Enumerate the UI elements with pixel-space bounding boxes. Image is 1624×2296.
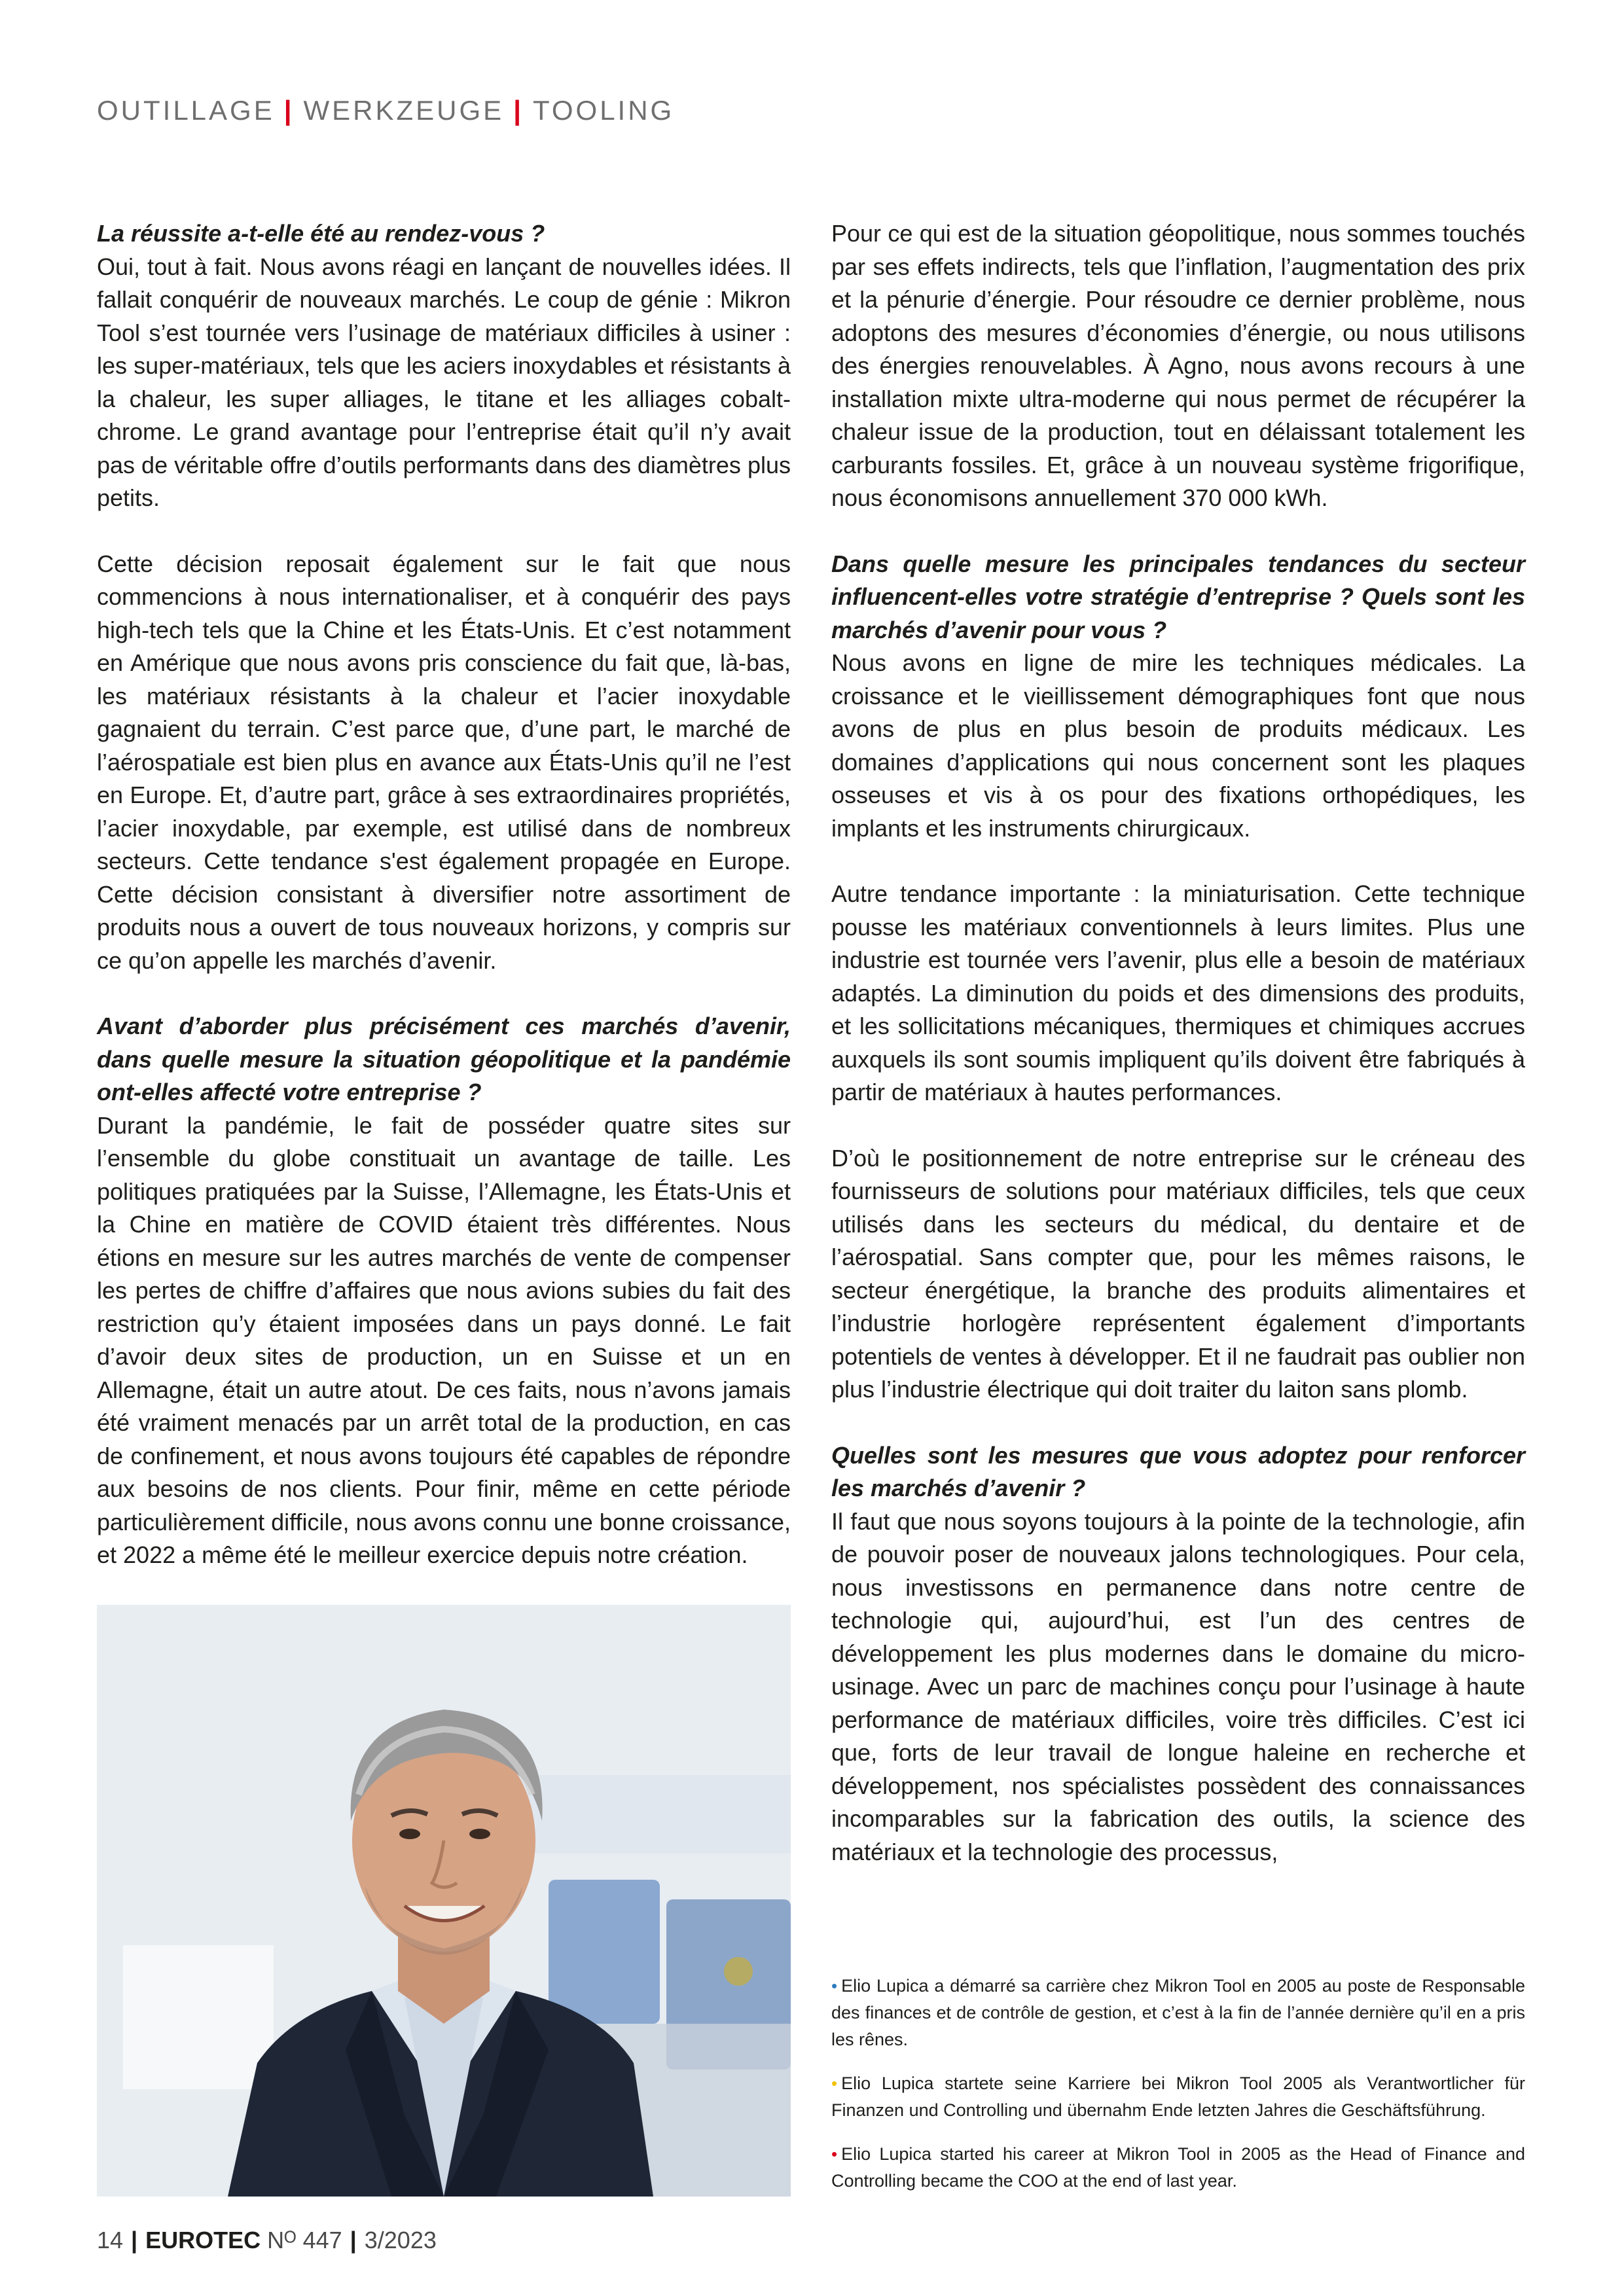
page-footer <box>97 2227 437 2254</box>
bullet-yellow-icon: • <box>831 2073 838 2093</box>
issue-date: 3/2023 <box>364 2227 437 2253</box>
left-column <box>97 217 791 1605</box>
magazine-name: EUROTEC <box>145 2227 261 2253</box>
question-geopolitics: Avant d’aborder plus précisément ces marchés d’avenir, dans quelle mesure la situation géopolitique et la pandémie ont-elles affecté votre entreprise ? <box>97 1013 791 1105</box>
body-paragraph: Pour ce qui est de la situation géopolitique, nous sommes touchés par ses effets indirects, tels que l’inflation, l’augmentation des prix et la pénurie d’énergie. Pour résoudre ce dernier problème, nous adoptons des mesures d’économies d’énergie, ou nous utilisons des énergies renouvelables. À Agno, nous avons recours à une installation mixte ultra-moderne qui nous permet de récupérer la chaleur issue de la production, tout en délaissant totalement les carburants fossiles. Et, grâce à un nouveau système frigorifique, nous économisons annuellement 370 000 kWh. <box>831 220 1525 511</box>
answer-paragraph: Durant la pandémie, le fait de posséder quatre sites sur l’ensemble du globe constituait un avantage de taille. Les politiques pratiquées par la Suisse, l’Allemagne, les États-Unis et la Chine en matière de COVID étaient très différentes. Nous étions en mesure sur les autres marchés de vente de compenser les pertes de chiffre d’affaires que nous avions subies du fait des restriction qu’y étaient imposées dans un pays donné. Le fait d’avoir deux sites de production, un en Suisse et un en Allemagne, était un autre atout. De ces faits, nous n’avons jamais été vraiment menacés par un arrêt total de la production, en cas de confinement, et nous avons toujours été capables de répondre aux besoins de nos clients. Pour finir, même en cette période particulièrement difficile, nous avons connu une bonne croissance, et 2022 a même été le meilleur exercice depuis notre création. <box>97 1111 791 1568</box>
section-header <box>97 95 674 126</box>
bullet-blue-icon: • <box>831 1976 838 1996</box>
bullet-red-icon: • <box>831 2144 838 2164</box>
caption-de <box>831 2070 1525 2124</box>
answer-paragraph: Il faut que nous soyons toujours à la pointe de la technologie, afin de pouvoir poser de nouveaux jalons technologiques. Pour cela, nous investissons en permanence dans notre centre de technologie qui, aujourd’hui, est l’un des centres de développement les plus modernes dans le domaine du micro-usinage. Avec un parc de machines conçu pour l’usinage à haute performance de matériaux difficiles, voire très difficiles. C’est ici que, forts de leur travail de longue haleine en recherche et développement, nos spécialistes possèdent des connaissances incomparables sur la fabrication des outils, la science des matériaux et la technologie des processus, <box>831 1507 1525 1865</box>
body-paragraph: D’où le positionnement de notre entreprise sur le créneau des fournisseurs de solutions pour matériaux difficiles, tels que ceux utilisés dans les secteurs du médical, du dentaire et de l’aérospatial. Sans compter que, pour les mêmes raisons, le secteur énergétique, la branche des produits alimentaires et l’industrie horlogère représentent également d’importants potentiels de ventes à développer. Et il ne faudrait pas oublier non plus l’industrie électrique qui doit traiter du laiton sans plomb. <box>831 1144 1525 1403</box>
question-measures: Quelles sont les mesures que vous adoptez pour renforcer les marchés d’avenir ? <box>831 1441 1525 1501</box>
question-trends: Dans quelle mesure les principales tendances du secteur influencent-elles votre stratégie d’entreprise ? Quels sont les marchés d’avenir pour vous ? <box>831 550 1525 643</box>
caption-fr-text: Elio Lupica a démarré sa carrière chez Mikron Tool en 2005 au poste de Responsable des finances et de contrôle de gestion, et c’est à la fin de l’année dernière qu’il en a pris les rênes. <box>831 1976 1525 2049</box>
header-segment-fr: OUTILLAGE <box>97 95 275 126</box>
answer-paragraph: Nous avons en ligne de mire les techniques médicales. La croissance et le vieillissement démographiques font que nous avons de plus en plus besoin de produits médicaux. Les domaines d’applications qui nous concernent sont les plaques osseuses et vis à os pour des fixations orthopédiques, les implants et les instruments chirurgicaux. <box>831 649 1525 842</box>
photo-captions <box>831 1973 1525 2212</box>
caption-en-text: Elio Lupica started his career at Mikron Tool in 2005 as the Head of Finance and Controlling became the COO at the end of last year. <box>831 2144 1525 2191</box>
header-segment-de: WERKZEUGE <box>303 95 505 126</box>
issue-prefix: Nᴼ <box>267 2227 297 2253</box>
caption-fr <box>831 1973 1525 2053</box>
caption-de-text: Elio Lupica startete seine Karriere bei Mikron Tool 2005 als Verantwortlicher für Finanzen und Controlling und übernahm Ende letzten Jahres die Geschäftsführung. <box>831 2073 1525 2120</box>
right-column <box>831 217 1525 1901</box>
header-separator: | <box>283 95 295 126</box>
body-paragraph: Autre tendance importante : la miniaturisation. Cette technique pousse les matériaux conventionnels à leurs limites. Plus une industrie est tournée vers l’avenir, plus elle a besoin de matériaux adaptés. La diminution du poids et des dimensions des produits, et les sollicitations mécaniques, thermiques et chimiques accrues auxquels ils sont soumis impliquent qu’ils doivent être fabriqués à partir de matériaux à hautes performances. <box>831 880 1525 1105</box>
footer-separator: | <box>350 2227 357 2253</box>
portrait-photo <box>97 1605 791 2197</box>
header-separator: | <box>513 95 524 126</box>
portrait-illustration <box>97 1605 791 2197</box>
question-success: La réussite a-t-elle été au rendez-vous ? <box>97 220 545 247</box>
header-segment-en: TOOLING <box>532 95 675 126</box>
body-paragraph: Cette décision reposait également sur le fait que nous commencions à nous internationaliser, et à conquérir des pays high-tech tels que la Chine et les États-Unis. Et c’est notamment en Amérique que nous avons pris conscience du fait que, là-bas, les matériaux résistants à la chaleur et l’acier inoxydable gagnaient du terrain. C’est parce que, d’une part, le marché de l’aérospatiale est bien plus en avance aux États-Unis qu’il ne l’est en Europe. Et, d’autre part, grâce à ses extraordinaires propriétés, l’acier inoxydable, par exemple, est utilisé dans de nombreux secteurs. Cette tendance s'est également propagée en Europe. Cette décision consistant à diversifier notre assortiment de produits nous a ouvert de tous nouveaux horizons, y compris sur ce qu’on appelle les marchés d’avenir. <box>97 550 791 974</box>
footer-separator: | <box>131 2227 138 2253</box>
page-number: 14 <box>97 2227 124 2253</box>
answer-paragraph: Oui, tout à fait. Nous avons réagi en lançant de nouvelles idées. Il fallait conquérir de nouveaux marchés. Le coup de génie : Mikron Tool s’est tournée vers l’usinage de matériaux difficiles à usiner : les super-matériaux, tels que les aciers inoxydables et résistants à la chaleur, les super alliages, le titane et les alliages cobalt-chrome. Le grand avantage pour l’entreprise était qu’il n’y avait pas de véritable offre d’outils performants dans des diamètres plus petits. <box>97 253 791 511</box>
issue-number: 447 <box>302 2227 342 2253</box>
caption-en <box>831 2141 1525 2195</box>
